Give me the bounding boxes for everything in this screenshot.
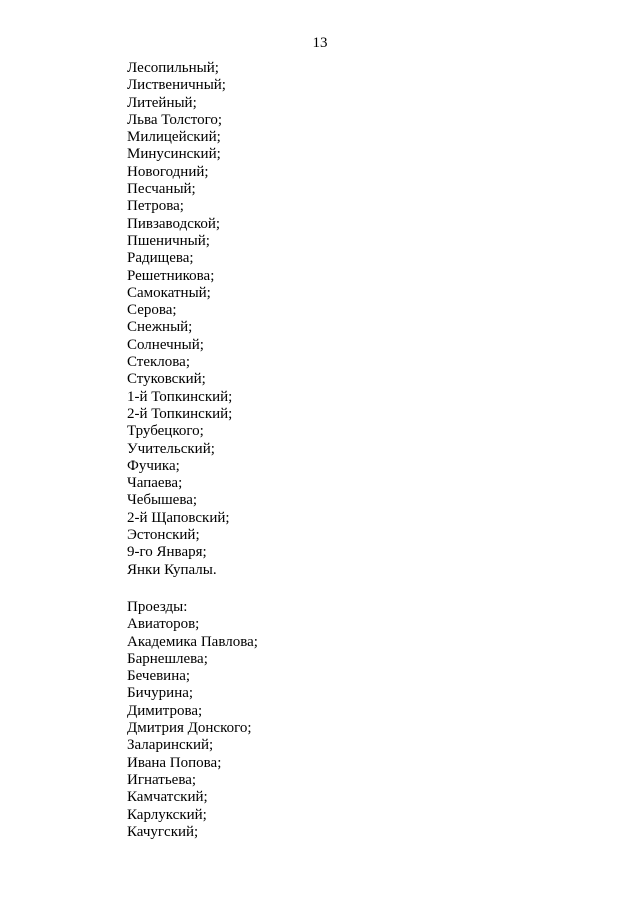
list-item: Льва Толстого; <box>127 111 223 128</box>
list-item: Эстонский; <box>127 527 200 544</box>
list-item: Карлукский; <box>127 806 207 823</box>
list-item: Солнечный; <box>127 336 204 353</box>
list-item: Ивана Попова; <box>127 754 222 771</box>
list-item: Минусинский; <box>127 146 221 163</box>
list-item: Радищева; <box>127 250 194 267</box>
page-number: 13 <box>312 35 328 51</box>
list-item: Дмитрия Донского; <box>127 720 252 737</box>
list-item: Бичурина; <box>127 685 194 702</box>
list-item: Новогодний; <box>127 163 209 180</box>
list-item: Стеклова; <box>127 354 191 371</box>
list-item: Учительский; <box>127 440 215 457</box>
list-item: Решетникова; <box>127 267 215 284</box>
list-item: Пивзаводской; <box>127 215 221 232</box>
passages-section <box>127 599 258 841</box>
list-item: Трубецкого; <box>127 423 204 440</box>
list-item: Лесопильный; <box>127 60 219 76</box>
list-item: Янки Купалы. <box>127 561 217 578</box>
list-item: 2-й Щаповский; <box>127 509 230 526</box>
list-item: Стуковский; <box>127 371 206 388</box>
list-item: Чебышева; <box>127 492 198 509</box>
list-item: Лиственичный; <box>127 77 226 94</box>
passage-list <box>127 616 258 841</box>
list-item: Игнатьева; <box>127 771 197 788</box>
list-item: Песчаный; <box>127 181 196 198</box>
section-heading: Проезды: <box>127 599 188 615</box>
list-item: Самокатный; <box>127 284 211 301</box>
list-item: Пшеничный; <box>127 232 210 249</box>
list-item: 1-й Топкинский; <box>127 388 233 405</box>
list-item: 9-го Января; <box>127 544 207 561</box>
list-item: Барнешлева; <box>127 650 208 667</box>
list-item: Бечевина; <box>127 668 191 685</box>
list-item: 2-й Топкинский; <box>127 405 233 422</box>
list-item: Димитрова; <box>127 702 203 719</box>
list-item: Чапаева; <box>127 475 183 492</box>
list-item: Авиаторов; <box>127 616 200 633</box>
list-item: Академика Павлова; <box>127 633 258 650</box>
list-item: Фучика; <box>127 457 180 474</box>
list-item: Милицейский; <box>127 129 221 146</box>
list-item: Снежный; <box>127 319 193 336</box>
list-item: Заларинский; <box>127 737 214 754</box>
list-item: Качугский; <box>127 823 199 840</box>
street-list <box>127 60 232 579</box>
list-item: Камчатский; <box>127 789 208 806</box>
list-item: Литейный; <box>127 94 197 111</box>
list-item: Петрова; <box>127 198 184 215</box>
list-item: Серова; <box>127 302 177 319</box>
